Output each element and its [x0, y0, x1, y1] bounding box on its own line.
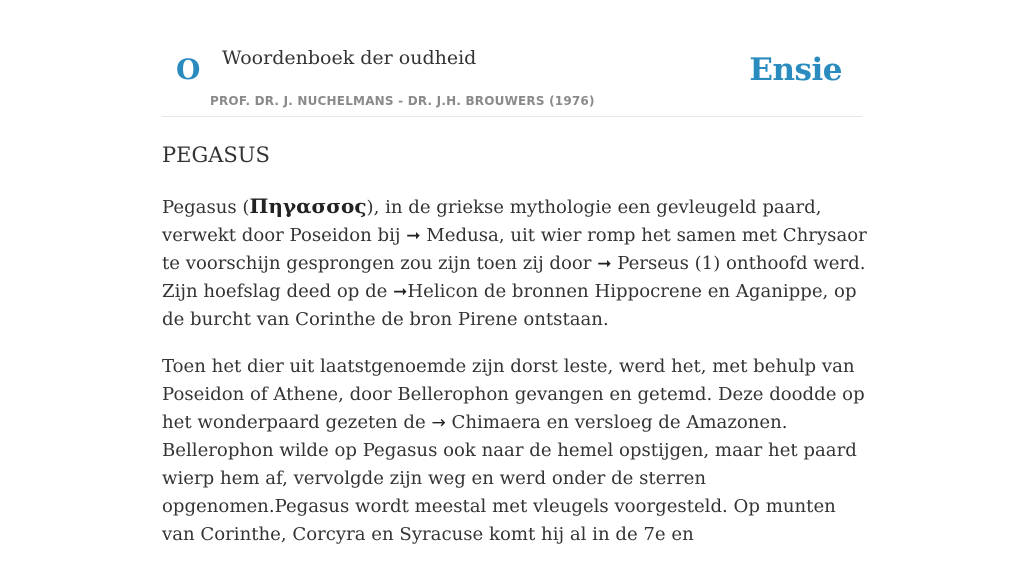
entry-paragraph-2: [162, 353, 872, 549]
link-helicon[interactable]: Helicon: [407, 281, 479, 302]
paragraph-text: de bronnen Hippocrene en Aganippe, op de burcht van Corinthe de bron Pirene ontstaan.: [162, 281, 857, 330]
paragraph-text: Toen het dier uit laatstgenoemde zijn dorst leste, werd het, met behulp van Poseidon of Athene, door Bellerophon gevangen en getemd. Deze doodde op het wonderpaard gezeten de: [162, 356, 865, 433]
ensie-logo[interactable]: Ensie: [749, 52, 842, 88]
arrow-right-icon: ➞: [393, 282, 408, 302]
entry-body: [162, 192, 872, 568]
entry-title: PEGASUS: [162, 143, 270, 167]
link-medusa[interactable]: Medusa: [420, 225, 499, 246]
arrow-right-icon: ➞: [597, 254, 612, 274]
paragraph-text: en versloeg de Amazonen. Bellerophon wilde op Pegasus ook naar de hemel opstijgen, maar het paard wierp hem af, vervolgde zijn weg en werd onder de sterren opgenomen.Pegasus wordt meestal met vleugels voorgesteld. Op munten van Corinthe, Corcyra en Syracuse komt hij al in de 7e en: [162, 412, 857, 545]
link-chimaera[interactable]: Chimaera: [445, 412, 541, 433]
arrow-right-icon: →: [431, 413, 446, 433]
arrow-right-icon: ➞: [406, 226, 421, 246]
paragraph-text: ), in de griekse mythologie een gevleugeld paard, verwekt door Poseidon bij: [162, 197, 822, 246]
book-title[interactable]: Woordenboek der oudheid: [222, 47, 477, 69]
book-authors: PROF. DR. J. NUCHELMANS - DR. J.H. BROUWERS (1976): [210, 94, 595, 108]
page-header: [162, 0, 862, 117]
greek-name: Πηγασσος: [249, 194, 367, 218]
paragraph-text: Pegasus (: [162, 197, 250, 218]
alphabet-letter[interactable]: O: [176, 53, 201, 86]
paragraph-text: onthoofd werd. Zijn hoefslag deed op de: [162, 253, 866, 302]
entry-paragraph-1: [162, 192, 872, 334]
link-perseus[interactable]: Perseus (1): [611, 253, 721, 274]
paragraph-text: , uit wier romp het samen met Chrysaor te voorschijn gesprongen zou zijn toen zij door: [162, 225, 867, 274]
